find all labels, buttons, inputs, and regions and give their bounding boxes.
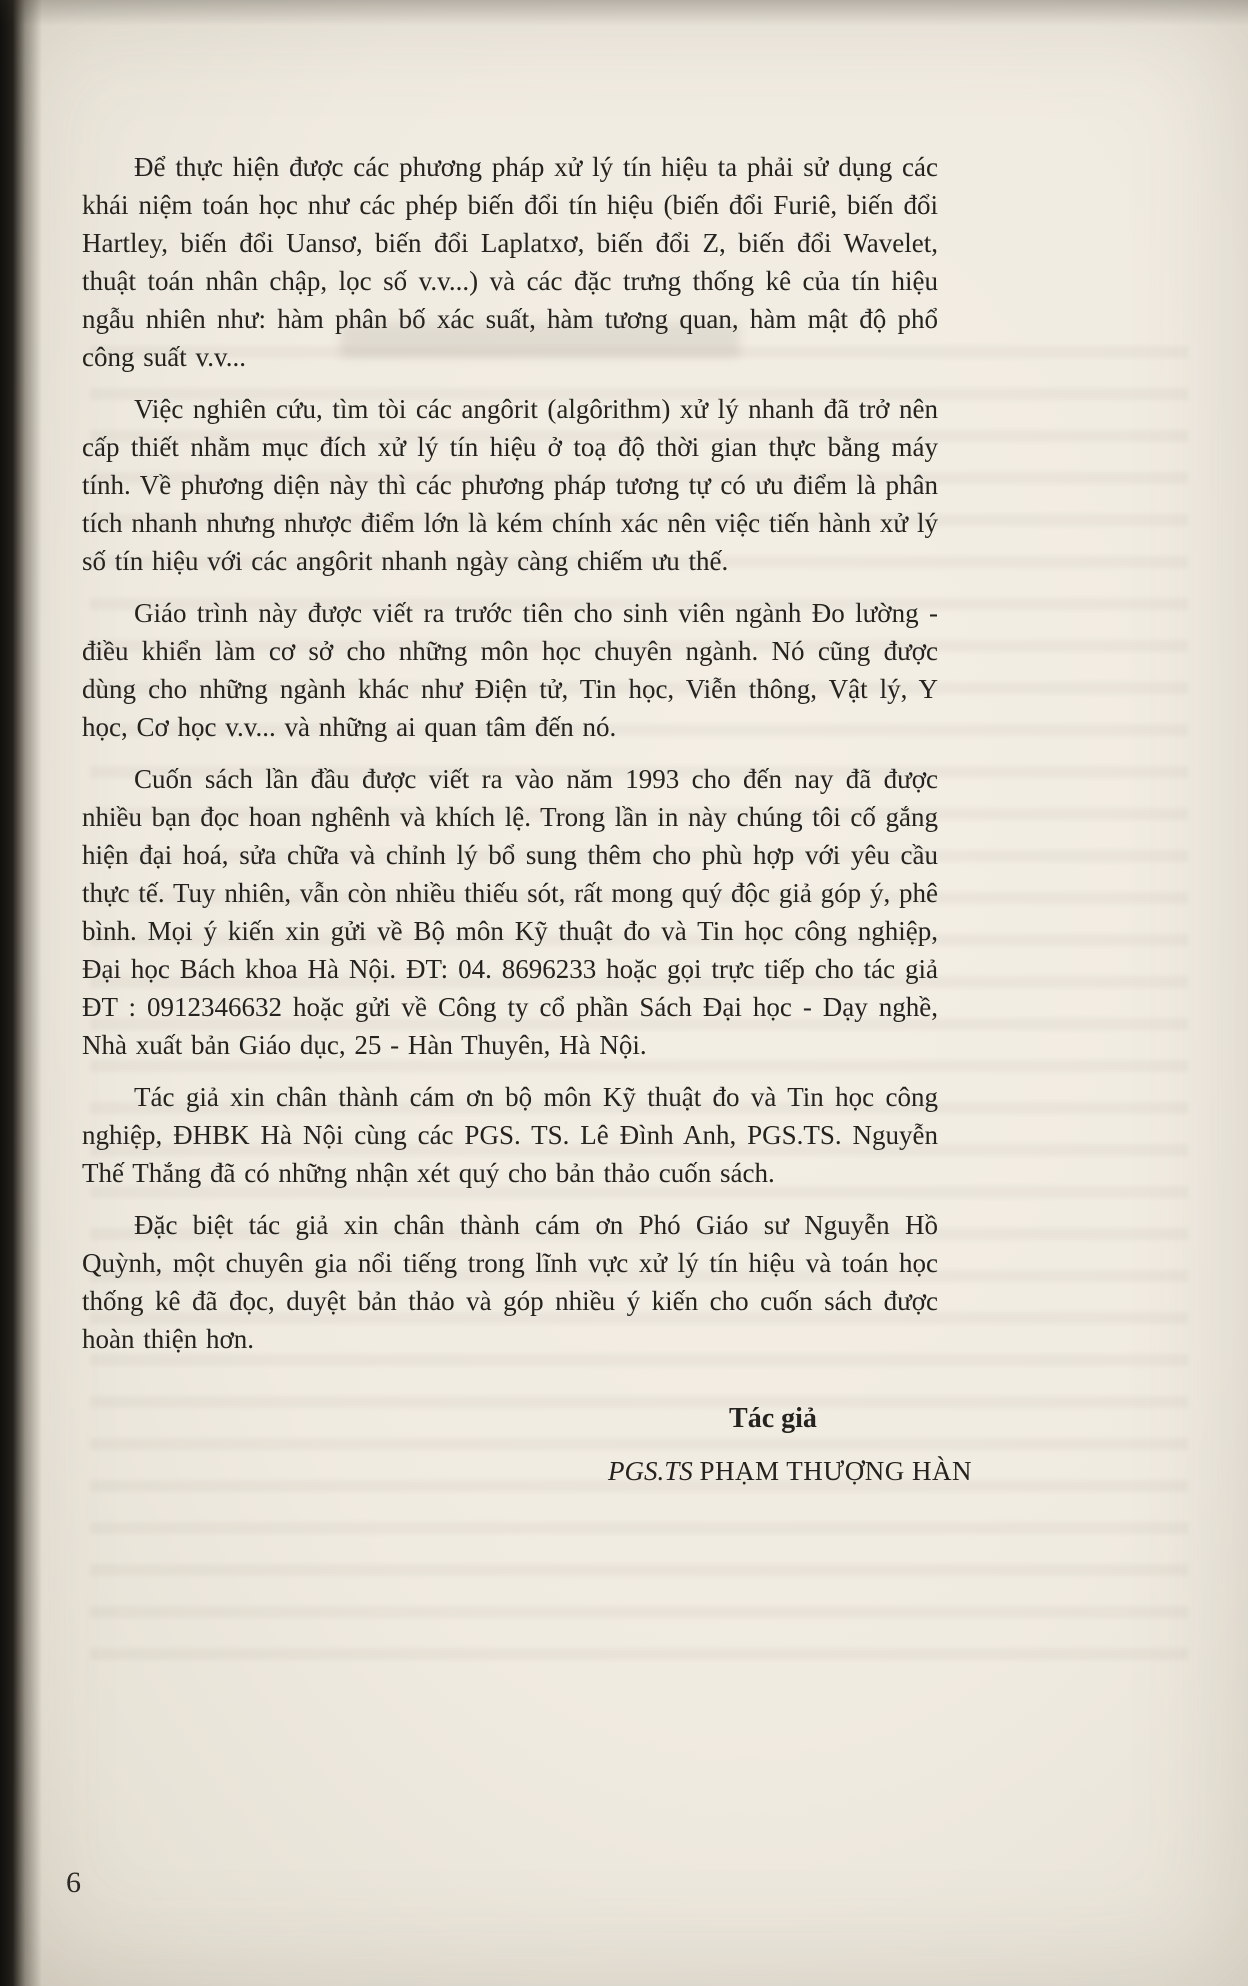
preface-text bbox=[82, 148, 972, 1490]
signature-role: Tác giả bbox=[729, 1403, 817, 1434]
signature-degree: PGS.TS bbox=[608, 1456, 693, 1486]
page-top-shadow bbox=[0, 0, 1248, 26]
page-number: 6 bbox=[66, 1866, 81, 1899]
paragraph: Tác giả xin chân thành cám ơn bộ môn Kỹ thuật đo và Tin học công nghiệp, ĐHBK Hà Nội cùng các PGS. TS. Lê Đình Anh, PGS.TS. Nguyễn Thế Thắng đã có những nhận xét quý cho bản thảo cuốn sách. bbox=[82, 1082, 938, 1188]
paragraph: Việc nghiên cứu, tìm tòi các angôrit (algôrithm) xử lý nhanh đã trở nên cấp thiết nhằm mục đích xử lý tín hiệu ở toạ độ thời gian thực bằng máy tính. Về phương diện này thì các phương pháp tương tự có ưu điểm là phân tích nhanh nhưng nhược điểm lớn là kém chính xác nên việc tiến hành xử lý số tín hiệu với các angôrit nhanh ngày càng chiếm ưu thế. bbox=[82, 394, 938, 576]
signature-author-name: PHẠM THƯỢNG HÀN bbox=[699, 1456, 972, 1486]
signature-block bbox=[608, 1400, 972, 1490]
paragraph: Giáo trình này được viết ra trước tiên cho sinh viên ngành Đo lường - điều khiển làm cơ sở cho những môn học chuyên ngành. Nó cũng được dùng cho những ngành khác như Điện tử, Tin học, Viễn thông, Vật lý, Y học, Cơ học v.v... và những ai quan tâm đến nó. bbox=[82, 598, 938, 742]
signature-name bbox=[608, 1452, 972, 1490]
paragraph: Đặc biệt tác giả xin chân thành cám ơn Phó Giáo sư Nguyễn Hồ Quỳnh, một chuyên gia nổi tiếng trong lĩnh vực xử lý tín hiệu và toán học thống kê đã đọc, duyệt bản thảo và góp nhiều ý kiến cho cuốn sách được hoàn thiện hơn. bbox=[82, 1210, 938, 1354]
page-binding-shadow bbox=[0, 0, 42, 1986]
paragraph: Cuốn sách lần đầu được viết ra vào năm 1993 cho đến nay đã được nhiều bạn đọc hoan nghênh và khích lệ. Trong lần in này chúng tôi cố gắng hiện đại hoá, sửa chữa và chỉnh lý bổ sung thêm cho phù hợp với yêu cầu thực tế. Tuy nhiên, vẫn còn nhiều thiếu sót, rất mong quý độc giả góp ý, phê bình. Mọi ý kiến xin gửi về Bộ môn Kỹ thuật đo và Tin học công nghiệp, Đại học Bách khoa Hà Nội. ĐT: 04. 8696233 hoặc gọi trực tiếp cho tác giả ĐT : 0912346632 hoặc gửi về Công ty cổ phần Sách Đại học - Dạy nghề, Nhà xuất bản Giáo dục, 25 - Hàn Thuyên, Hà Nội. bbox=[82, 764, 938, 1060]
paragraph: Để thực hiện được các phương pháp xử lý tín hiệu ta phải sử dụng các khái niệm toán học như các phép biến đổi tín hiệu (biến đổi Furiê, biến đổi Hartley, biến đổi Uansơ, biến đổi Laplatxơ, biến đổi Z, biến đổi Wavelet, thuật toán nhân chập, lọc số v.v...) và các đặc trưng thống kê của tín hiệu ngẫu nhiên như: hàm phân bố xác suất, hàm tương quan, hàm mật độ phổ công suất v.v... bbox=[82, 152, 938, 372]
